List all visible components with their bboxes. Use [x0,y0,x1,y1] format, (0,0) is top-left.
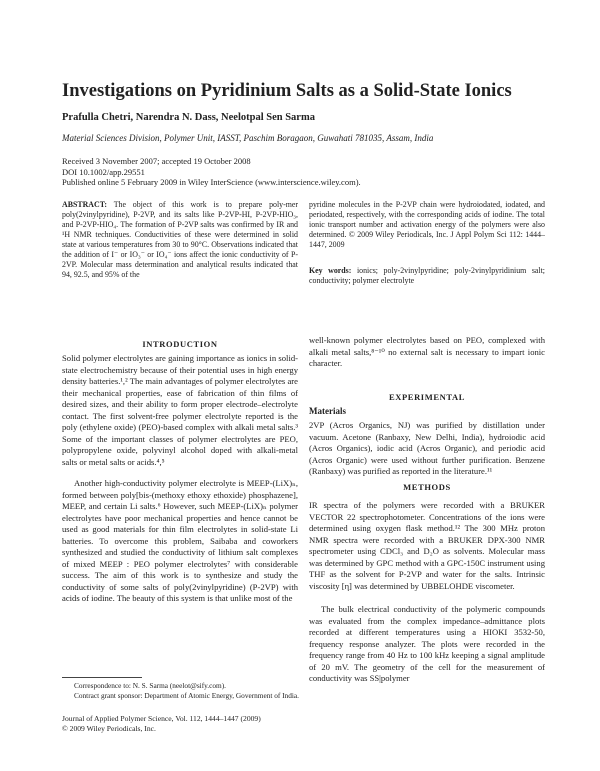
abstract-label: ABSTRACT: [62,200,108,209]
received-date: Received 3 November 2007; accepted 19 October 2008 [62,156,251,166]
doi: DOI 10.1002/app.29551 [62,166,145,177]
article-title: Investigations on Pyridinium Salts as a Solid-State Ionics [62,81,512,101]
keywords-label: Key words: [309,266,352,275]
journal-reference: Journal of Applied Polymer Science, Vol. 112, 1444–1447 (2009) [62,714,261,723]
author-list: Prafulla Chetri, Narendra N. Dass, Neelotpal Sen Sarma [62,112,315,123]
introduction-paragraph-2: Another high-conductivity polymer electrolyte is MEEP-(LiX)ₙ, formed between poly[bis-(methoxy ethoxy ethoxide) phosphazene], MEEP, and certain Li salts.⁶ However, such MEEP-(LiX)ₙ polymer electrolytes have poor mechanical properties and hence cannot be used as good materials for thin film electrolytes in solid-state Li batteries. To overcome this problem, Saibaba and coworkers synthesized and studied the conductivity of lithium salt complexes of mixed MEEP : PEO polymer electrolytes⁷ with considerable success. The aim of this work is to synthesize and study the conductivity of some salts of poly(2vinylpyridine) (P-2VP) with acids of iodine. The beauty of this system is that unlike most of the [62,478,298,603]
abstract-text-right: pyridine molecules in the P-2VP chain were hydroiodated, iodated, and periodated, respectively, with the corresponding acids of iodine. The total ionic transport number and activation energy of the polymers were also determined. © 2009 Wiley Periodicals, Inc. J Appl Polym Sci 112: 1444–1447, 2009 [309,200,545,249]
introduction-heading: INTRODUCTION [142,339,218,349]
materials-paragraph: 2VP (Acros Organics, NJ) was purified by distillation under vacuum. Acetone (Ranbaxy, New Delhi, India), hydroiodic acid (Acros Organics), iodic acid (Acros Organic), and periodic acid (Acros Organic) were used without further purification. Benzene (Ranbaxy) was purified as reported in the literature.¹¹ [309,420,545,476]
journal-citation [62,714,302,733]
copyright: © 2009 Wiley Periodicals, Inc. [62,723,156,733]
publication-info [62,156,542,188]
introduction-paragraph-1: Solid polymer electrolytes are gaining importance as ionics in solid-state electrochemistry because of their potential uses in high energy density batteries.¹,² The main advantages of polymer electrolytes are their mechanical properties, ease of fabrication of thin films of desired sizes, and their ability to form proper electrode–electrolyte contact. The first solvent-free polymer electrolyte reported is the poly (ethylene oxide) (PEO)-based complex with alkali metal salts.³ Some of the important classes of polymer electrolytes are PEO, polypropylene oxide, polyvinyl alcohol doped with alkali-metal salts or metal salts or acids.⁴,⁵ [62,353,298,467]
materials-heading: Materials [309,406,346,416]
keywords [309,266,545,286]
abstract-text-left: The object of this work is to prepare poly-mer poly(2vinylpyridine), P-2VP, and its salts like P-2VP-HI, P-2VP-HIO₃, and P-2VP-HIO₄. The formation of P-2VP salts was confirmed by IR and ¹H NMR techniques. Conductivities of these were determined in solid state at various temperatures from 30 to 90°C. Observations indicated that the addition of I⁻ or IO₃⁻ or IO₄⁻ ions affect the ionic conductivity of P-2VP. Molecular mass determination and analytical results indicated that 94, 92.5, and 95% of the [62,200,298,279]
published-online: Published online 5 February 2009 in Wiley InterScience (www.interscience.wiley.com). [62,177,361,187]
correspondence-note: Correspondence to: N. S. Sarma (neelot@sify.com). [74,681,226,690]
grant-note: Contract grant sponsor: Department of Atomic Energy, Government of India. [74,691,299,700]
experimental-heading: EXPERIMENTAL [389,392,465,402]
abstract-left [62,200,298,280]
introduction-paragraph-3: well-known polymer electrolytes based on PEO, complexed with alkali metal salts,⁸⁻¹⁰ no external salt is necessary to impart ionic character. [309,335,545,368]
keywords-text: ionics; poly-2vinylpyridine; poly-2vinylpyridinium salt; conductivity; polymer electrolyte [309,266,545,285]
methods-paragraph-2: The bulk electrical conductivity of the polymeric compounds was evaluated from the complex impedance–admittance plots recorded at different temperatures using a HIOKI 3532-50, frequency response analyzer. The plots were recorded in the frequency range from 40 Hz to 100 kHz keeping a signal amplitude of 20 mV. The geometry of the cell for the measurement of conductivity was SS|polymer [309,604,545,683]
methods-heading: METHODS [403,482,451,492]
affiliation: Material Sciences Division, Polymer Unit, IASST, Paschim Boragaon, Guwahati 781035, Assam, India [62,133,434,143]
footnote-rule [62,677,142,678]
methods-paragraph-1: IR spectra of the polymers were recorded with a BRUKER VECTOR 22 spectrophotometer. Concentrations of the ions were determined using oxygen flask method.¹² The 300 MHz proton NMR spectra were recorded with a BRUKER DPX-300 NMR spectrometer using CDCl₃ and D₂O as solvents. Molecular mass was determined by GPC method with a GPC-150C instrument using THF as the solvent for P-2VP and water for the salts. Intrinsic viscosity [η] was determined by UBBELOHDE viscometer. [309,500,545,591]
